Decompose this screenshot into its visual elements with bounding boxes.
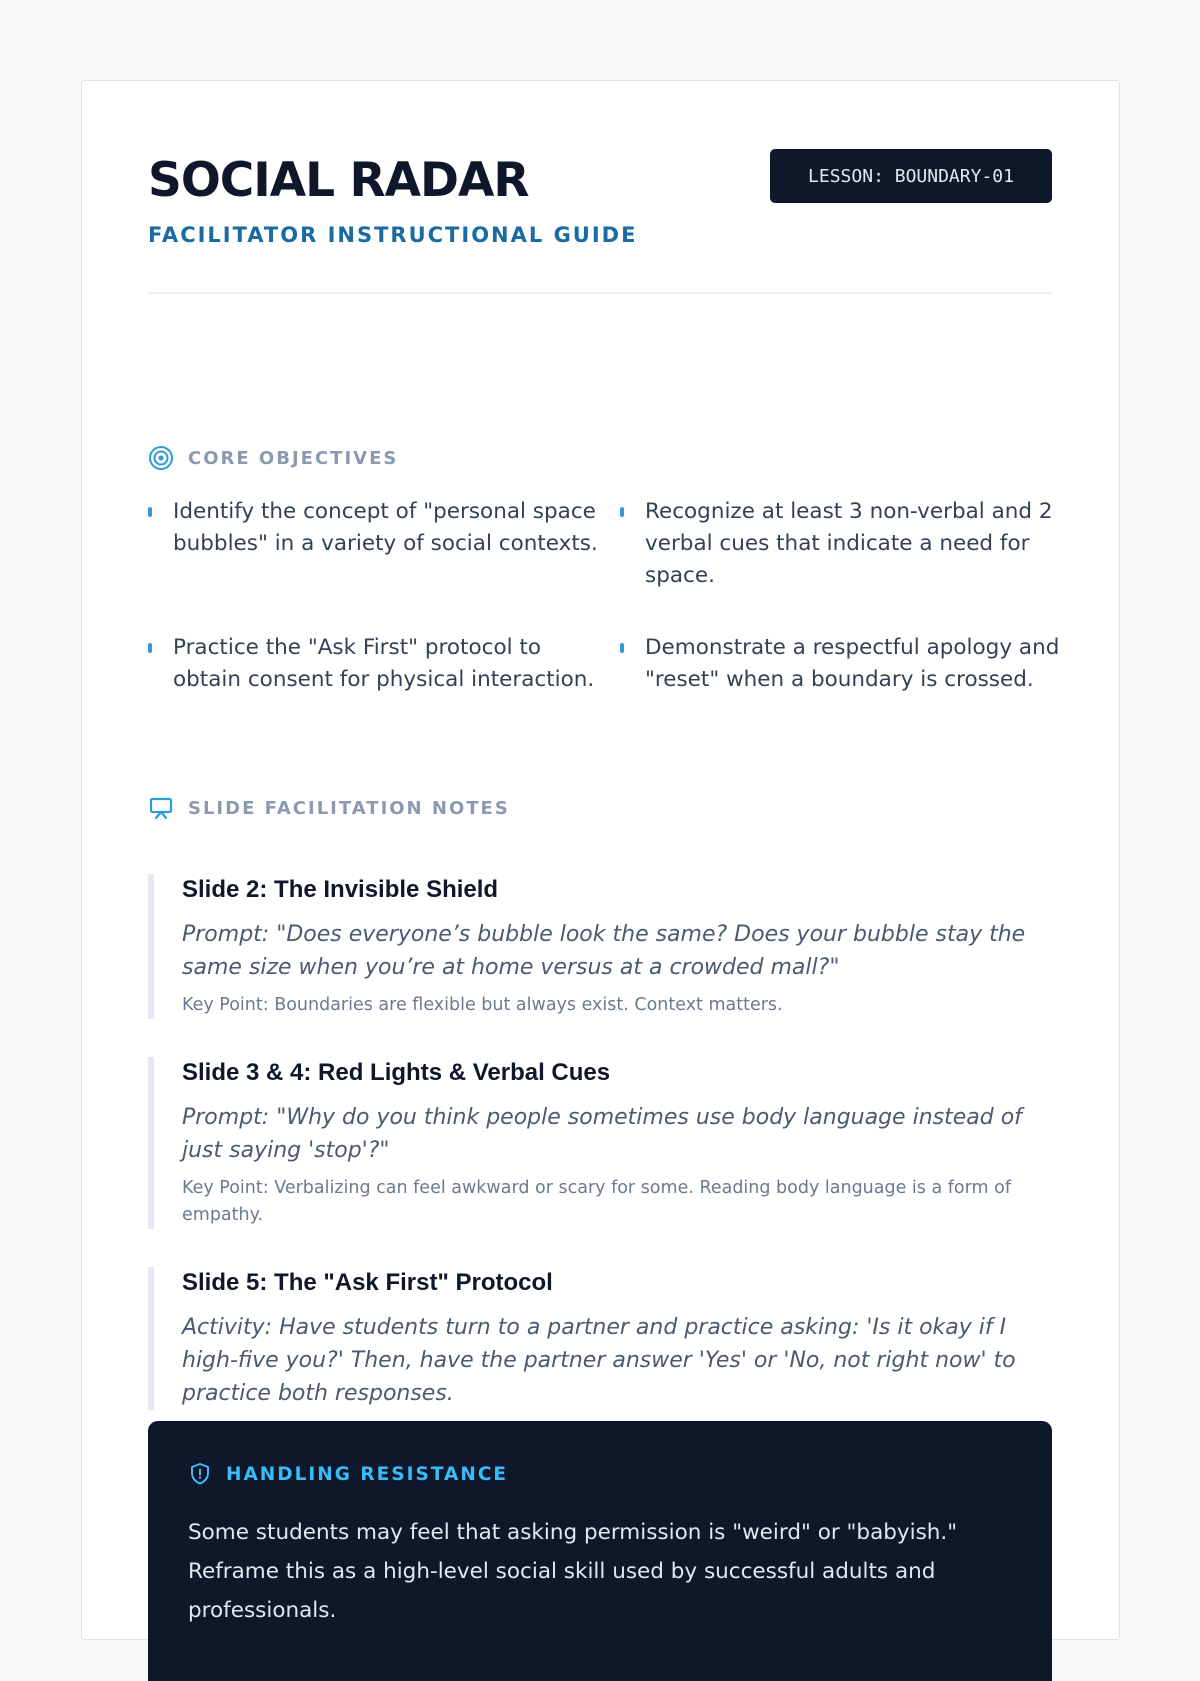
slide-note-key-point: Key Point: Verbalizing can feel awkward or scary for some. Reading body language is a form of empathy.	[182, 1178, 1011, 1225]
resistance-heading	[188, 1461, 508, 1487]
bullet-marker	[148, 507, 152, 517]
objective-text: Recognize at least 3 non-verbal and 2 verbal cues that indicate a need for space.	[645, 499, 1053, 588]
slide-note-title: Slide 3 & 4: Red Lights & Verbal Cues	[182, 1059, 611, 1086]
resistance-heading-label: HANDLING RESISTANCE	[226, 1463, 509, 1485]
presentation-icon	[148, 795, 174, 821]
objectives-heading	[148, 444, 398, 472]
objectives-heading-label: CORE OBJECTIVES	[188, 447, 399, 469]
facilitation-heading	[148, 794, 510, 822]
guide-page	[81, 80, 1120, 1640]
guide-subtitle: FACILITATOR INSTRUCTIONAL GUIDE	[148, 223, 638, 247]
header-divider	[148, 292, 1052, 294]
resistance-body: Some students may feel that asking permission is "weird" or "babyish." Reframe this as a high-level social skill used by successful adults and professionals.	[188, 1520, 958, 1623]
brand-title: SOCIAL RADAR	[148, 153, 529, 208]
slide-note-title: Slide 5: The "Ask First" Protocol	[182, 1269, 553, 1296]
objective-item	[148, 632, 598, 696]
facilitation-notes	[148, 876, 1052, 1450]
target-icon	[148, 445, 174, 471]
slide-note	[148, 1057, 1052, 1229]
shield-icon	[188, 1462, 212, 1486]
objective-text: Demonstrate a respectful apology and "reset" when a boundary is crossed.	[645, 635, 1060, 692]
slide-note-activity: Activity: Have students turn to a partner and practice asking: 'Is it okay if I high-five you?' Then, have the partner answer 'Yes' or 'No, not right now' to practice both responses.	[182, 1315, 1016, 1406]
resistance-callout	[148, 1421, 1052, 1681]
objective-text: Practice the "Ask First" protocol to obtain consent for physical interaction.	[173, 635, 595, 692]
slide-note-title: Slide 2: The Invisible Shield	[182, 876, 499, 903]
slide-note	[148, 1267, 1052, 1410]
facilitation-heading-label: SLIDE FACILITATION NOTES	[188, 797, 510, 819]
slide-note-prompt: Prompt: "Why do you think people sometimes use body language instead of just saying 'stop'?"	[182, 1105, 1022, 1163]
slide-note-prompt: Prompt: "Does everyone’s bubble look the same? Does your bubble stay the same size when you’re at home versus at a crowded mall?"	[182, 922, 1026, 980]
bullet-marker	[620, 643, 624, 653]
bullet-marker	[148, 643, 152, 653]
slide-note-key-point: Key Point: Boundaries are flexible but always exist. Context matters.	[182, 995, 783, 1015]
slide-note	[148, 874, 1052, 1019]
objective-item	[148, 496, 598, 592]
objective-text: Identify the concept of "personal space bubbles" in a variety of social contexts.	[173, 499, 598, 556]
objective-item	[620, 496, 1070, 592]
bullet-marker	[620, 507, 624, 517]
objectives-list	[148, 496, 1060, 696]
lesson-badge: LESSON: BOUNDARY-01	[770, 149, 1052, 203]
objective-item	[620, 632, 1070, 696]
